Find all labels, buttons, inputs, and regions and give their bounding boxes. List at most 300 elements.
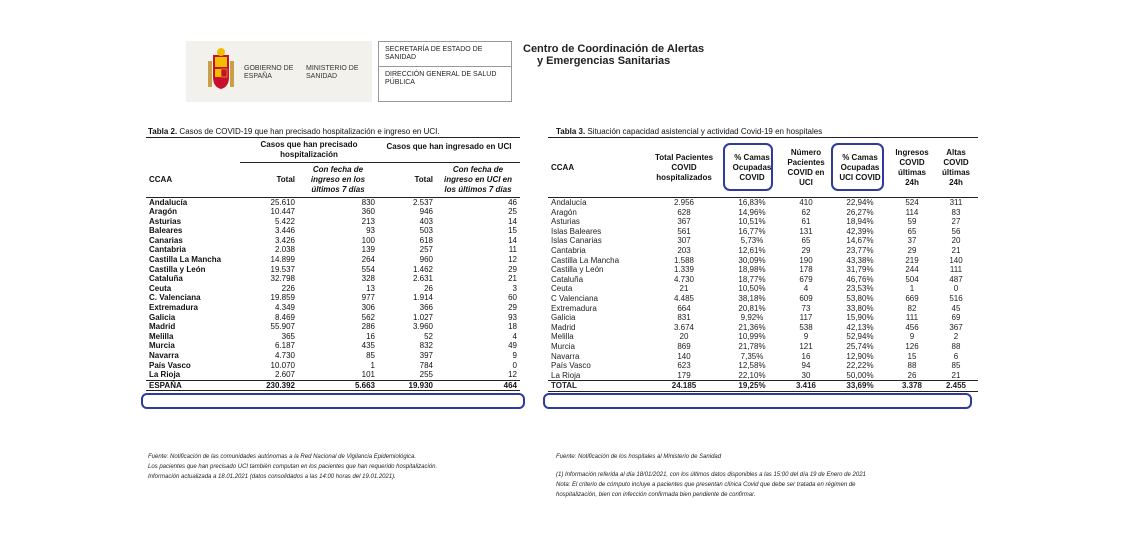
cell-value: 554 xyxy=(361,264,375,274)
cell-value: 14.899 xyxy=(270,255,295,265)
cell-value: 306 xyxy=(361,303,375,313)
table-row xyxy=(548,361,978,371)
cell-value: 22,22% xyxy=(846,361,874,371)
cell-value: 977 xyxy=(361,293,375,303)
row-label: Castilla La Mancha xyxy=(551,255,620,265)
cell-value: 203 xyxy=(677,245,691,255)
cell-value: 26 xyxy=(907,370,917,380)
cell-value: 14,67% xyxy=(846,236,874,246)
cell-value: 111 xyxy=(949,265,963,275)
cell-value: 2.956 xyxy=(673,198,695,207)
cell-value: 12 xyxy=(508,370,517,380)
cell-value: 16,83% xyxy=(738,198,766,207)
table-row xyxy=(548,208,978,218)
table2-col-ccaa: CCAA xyxy=(149,174,173,184)
cell-value: 10,50% xyxy=(738,284,766,294)
total-value: 19.930 xyxy=(378,380,436,391)
cell-value: 43,38% xyxy=(846,255,874,265)
table-row xyxy=(146,284,520,294)
cell-value: 257 xyxy=(419,245,433,255)
cell-value: 618 xyxy=(419,235,433,245)
cell-value: 131 xyxy=(799,226,813,236)
table3-col-ing: Ingresos COVID últimas 24h xyxy=(895,147,929,187)
row-label: Castilla y León xyxy=(149,264,206,274)
cell-value: 524 xyxy=(905,198,919,207)
table2-col-total1: Total xyxy=(276,174,295,184)
table2-col-7d-uci: Con fecha de ingreso en UCI en los últimos 7 días xyxy=(443,164,512,194)
cell-value: 31,79% xyxy=(846,265,874,275)
table-row xyxy=(146,207,520,217)
cell-value: 83 xyxy=(951,207,961,217)
cell-value: 29 xyxy=(907,245,917,255)
cell-value: 2.607 xyxy=(274,370,295,380)
table2-note-3: Información actualizada a 18.01.2021 (datos consolidados a las 14:00 horas del 19.01.2021). xyxy=(148,474,396,480)
gov-right-text: MINISTERIO DE SANIDAD xyxy=(306,65,359,80)
total-label: ESPAÑA xyxy=(146,380,240,391)
cell-value: 14,96% xyxy=(738,207,766,217)
table3-body xyxy=(548,198,978,392)
ministry-box xyxy=(378,41,512,102)
cell-value: 226 xyxy=(281,283,295,293)
cell-value: 2.631 xyxy=(412,274,433,284)
cell-value: 2.038 xyxy=(274,245,295,255)
cell-value: 0 xyxy=(953,284,959,294)
row-label: Murcia xyxy=(149,341,175,351)
row-label: La Rioja xyxy=(551,370,581,380)
cell-value: 9 xyxy=(512,351,517,360)
cell-value: 3.446 xyxy=(274,226,295,236)
cell-value: 139 xyxy=(361,245,375,255)
row-label: Canarias xyxy=(149,235,183,245)
row-label: Navarra xyxy=(149,351,179,360)
table-row xyxy=(548,275,978,285)
table-row xyxy=(548,217,978,227)
table3-col-altas: Altas COVID últimas 24h xyxy=(941,147,970,187)
total-value: 5.663 xyxy=(298,380,378,391)
table-row xyxy=(548,313,978,323)
table-row xyxy=(548,265,978,275)
cell-value: 101 xyxy=(361,370,375,380)
cell-value: 19.537 xyxy=(270,264,295,274)
cell-value: 397 xyxy=(419,351,433,360)
cell-value: 88 xyxy=(907,361,917,371)
row-label: Galicia xyxy=(551,313,576,323)
row-label: Ceuta xyxy=(551,284,573,294)
table3-col-num: Número Pacientes COVID en UCI xyxy=(787,147,825,187)
cell-value: 93 xyxy=(508,312,517,322)
cell-value: 366 xyxy=(419,303,433,313)
table3-note-2: Nota: El criterio de cómputo incluye a pacientes que presentan clínica Covid que debe ser tratada en régimen de xyxy=(556,482,856,488)
cell-value: 367 xyxy=(677,217,691,227)
table3-note-3: hospitalización, bien con infección confirmada bien pendiente de confirmar. xyxy=(556,492,756,498)
total-row xyxy=(146,380,520,391)
cell-value: 32.798 xyxy=(270,274,295,284)
cell-value: 255 xyxy=(419,370,433,380)
row-label: Islas Canarias xyxy=(551,236,602,246)
cell-value: 37 xyxy=(907,236,917,246)
secretaria-text: SECRETARÍA DE ESTADO DE SANIDAD xyxy=(385,46,483,61)
cell-value: 4 xyxy=(512,331,517,341)
cell-value: 609 xyxy=(799,293,813,303)
table-row xyxy=(548,332,978,342)
cell-value: 12,90% xyxy=(846,351,874,361)
total-value: 3.416 xyxy=(782,381,830,392)
table-row xyxy=(548,294,978,304)
cell-value: 178 xyxy=(799,265,813,275)
cell-value: 111 xyxy=(905,313,919,323)
cell-value: 456 xyxy=(905,322,919,332)
table3-note-1: (1) Información referida al día 18/01/2021, con los últimos datos disponibles a las 15:00 del día 19 de Enero de 2021 xyxy=(556,472,866,478)
cell-value: 664 xyxy=(677,303,691,313)
cell-value: 487 xyxy=(949,274,963,284)
cell-value: 830 xyxy=(361,197,375,207)
cell-value: 16 xyxy=(366,331,375,341)
table-row xyxy=(146,255,520,265)
cell-value: 49 xyxy=(508,341,517,351)
cell-value: 5.422 xyxy=(274,216,295,226)
row-label: Cantabria xyxy=(149,245,186,255)
cell-value: 410 xyxy=(799,198,813,207)
cell-value: 4.730 xyxy=(274,351,295,360)
cell-value: 7,35% xyxy=(740,351,764,361)
cell-value: 22,10% xyxy=(738,370,766,380)
row-label: C. Valenciana xyxy=(149,293,201,303)
table2-title-bold: Tabla 2. xyxy=(148,127,178,136)
table3-col-pct: % Camas Ocupadas COVID xyxy=(732,152,772,182)
table-row xyxy=(146,236,520,246)
cell-value: 8.469 xyxy=(274,312,295,322)
cell-value: 25.610 xyxy=(270,197,295,207)
row-label: La Rioja xyxy=(149,370,181,380)
cell-value: 1.914 xyxy=(412,293,433,303)
table-row xyxy=(548,342,978,352)
cell-value: 10.447 xyxy=(270,207,295,217)
cell-value: 21,36% xyxy=(738,322,766,332)
table3-navarra-highlight xyxy=(543,393,972,409)
cell-value: 59 xyxy=(907,217,917,227)
cell-value: 16,77% xyxy=(738,226,766,236)
cell-value: 9 xyxy=(909,332,915,342)
table-row xyxy=(548,236,978,246)
cell-value: 30,09% xyxy=(738,255,766,265)
row-label: País Vasco xyxy=(149,360,191,370)
center-title-line2: y Emergencias Sanitarias xyxy=(537,55,671,67)
cell-value: 15,90% xyxy=(846,313,874,323)
cell-value: 219 xyxy=(905,255,919,265)
cell-value: 5,73% xyxy=(740,236,764,246)
table2-col-7d-hosp: Con fecha de ingreso en los últimos 7 días xyxy=(310,164,366,194)
cell-value: 1.027 xyxy=(412,312,433,322)
table-row xyxy=(146,370,520,380)
cell-value: 20 xyxy=(679,332,689,342)
table2-title xyxy=(148,127,440,136)
cell-value: 831 xyxy=(677,313,691,323)
cell-value: 832 xyxy=(419,341,433,351)
cell-value: 38,18% xyxy=(738,293,766,303)
table-row xyxy=(548,198,978,208)
cell-value: 20 xyxy=(951,236,961,246)
cell-value: 6.187 xyxy=(274,341,295,351)
row-label: Madrid xyxy=(149,322,176,332)
center-title-line1: Centro de Coordinación de Alertas xyxy=(523,43,705,55)
cell-value: 26,27% xyxy=(846,207,874,217)
cell-value: 42,39% xyxy=(846,226,874,236)
cell-value: 65 xyxy=(801,236,811,246)
cell-value: 679 xyxy=(799,274,813,284)
table2-notes xyxy=(148,452,437,482)
row-label: Castilla La Mancha xyxy=(149,255,222,265)
table-row xyxy=(146,322,520,332)
cell-value: 46 xyxy=(508,197,517,207)
row-label: Ceuta xyxy=(149,283,172,293)
cell-value: 20,81% xyxy=(738,303,766,313)
row-label: Galicia xyxy=(149,312,176,322)
row-label: Cantabria xyxy=(551,245,586,255)
total-label: TOTAL xyxy=(548,381,646,392)
table-row xyxy=(548,246,978,256)
table-row xyxy=(146,265,520,275)
total-value: 230.392 xyxy=(240,380,298,391)
cell-value: 52,94% xyxy=(846,332,874,342)
cell-value: 62 xyxy=(801,207,811,217)
cell-value: 516 xyxy=(949,293,963,303)
cell-value: 18,98% xyxy=(738,265,766,275)
table2-note-1: Fuente: Notificación de las comunidades autónomas a la Red Nacional de Vigilancia Epidemiológica. xyxy=(148,454,417,460)
table3-source: Fuente: Notificación de los hospitales al Ministerio de Sanidad xyxy=(556,454,722,460)
cell-value: 1 xyxy=(370,360,375,370)
table-row xyxy=(146,303,520,313)
cell-value: 365 xyxy=(281,331,295,341)
cell-value: 15 xyxy=(508,226,517,236)
cell-value: 114 xyxy=(905,207,919,217)
cell-value: 33,80% xyxy=(846,303,874,313)
cell-value: 190 xyxy=(799,255,813,265)
cell-value: 85 xyxy=(366,351,375,360)
cell-value: 9,92% xyxy=(740,313,764,323)
cell-value: 21 xyxy=(951,245,961,255)
table2-body xyxy=(146,197,520,391)
cell-value: 286 xyxy=(361,322,375,332)
cell-value: 52 xyxy=(424,331,433,341)
cell-value: 26 xyxy=(424,283,433,293)
cell-value: 14 xyxy=(508,216,517,226)
cell-value: 669 xyxy=(905,293,919,303)
table3-title-rest: Situación capacidad asistencial y actividad Covid-19 en hospitales xyxy=(585,127,823,136)
cell-value: 121 xyxy=(799,341,813,351)
table-row xyxy=(146,332,520,342)
cell-value: 29 xyxy=(508,264,517,274)
cell-value: 88 xyxy=(951,341,961,351)
cell-value: 16 xyxy=(801,351,811,361)
row-label: Asturias xyxy=(149,216,182,226)
cell-value: 140 xyxy=(677,351,691,361)
table-row xyxy=(146,197,520,207)
cell-value: 4.349 xyxy=(274,303,295,313)
table3-pct-col-highlight xyxy=(723,143,773,191)
cell-value: 6 xyxy=(953,351,959,361)
cell-value: 60 xyxy=(508,293,517,303)
cell-value: 504 xyxy=(905,274,919,284)
total-value: 2.455 xyxy=(934,381,978,392)
table2-navarra-highlight xyxy=(141,393,525,409)
cell-value: 45 xyxy=(951,303,961,313)
cell-value: 403 xyxy=(419,216,433,226)
cell-value: 2 xyxy=(953,332,959,342)
table-row xyxy=(146,313,520,323)
table-row xyxy=(146,245,520,255)
row-label: Melilla xyxy=(149,331,174,341)
cell-value: 15 xyxy=(907,351,917,361)
cell-value: 367 xyxy=(949,322,963,332)
cell-value: 100 xyxy=(361,235,375,245)
row-label: Extremadura xyxy=(149,303,198,313)
row-label: Castilla y León xyxy=(551,265,604,275)
cell-value: 21,78% xyxy=(738,341,766,351)
cell-value: 18,77% xyxy=(738,274,766,284)
row-label: Andalucía xyxy=(149,197,188,207)
cell-value: 50,00% xyxy=(846,370,874,380)
row-label: Cataluña xyxy=(551,274,584,284)
total-value: 3.378 xyxy=(890,381,934,392)
table3-col-pctuci: % Camas Ocupadas UCI COVID xyxy=(839,152,881,182)
direccion-text: DIRECCIÓN GENERAL DE SALUD PÚBLICA xyxy=(379,66,511,91)
cell-value: 1.339 xyxy=(673,265,695,275)
cell-value: 61 xyxy=(801,217,811,227)
row-label: Extremadura xyxy=(551,303,597,313)
row-label: C Valenciana xyxy=(551,293,598,303)
row-label: Aragón xyxy=(149,207,177,217)
cell-value: 3.426 xyxy=(274,235,295,245)
cell-value: 307 xyxy=(677,236,691,246)
cell-value: 179 xyxy=(677,370,691,380)
cell-value: 1.588 xyxy=(673,255,695,265)
row-label: Cataluña xyxy=(149,274,183,284)
table3-notes xyxy=(556,470,866,500)
row-label: Melilla xyxy=(551,332,574,342)
row-label: País Vasco xyxy=(551,361,591,371)
table2-group-hosp: Casos que han precisado hospitalización xyxy=(240,138,378,163)
cell-value: 55.907 xyxy=(270,322,295,332)
gov-left-text: GOBIERNO DE ESPAÑA xyxy=(244,65,294,80)
cell-value: 82 xyxy=(907,303,917,313)
cell-value: 22,94% xyxy=(846,198,874,207)
cell-value: 94 xyxy=(801,361,811,371)
cell-value: 1.462 xyxy=(412,264,433,274)
cell-value: 53,80% xyxy=(846,293,874,303)
cell-value: 46,76% xyxy=(846,274,874,284)
cell-value: 9 xyxy=(803,332,809,342)
cell-value: 628 xyxy=(677,207,691,217)
cell-value: 21 xyxy=(508,274,517,284)
cell-value: 23,77% xyxy=(846,245,874,255)
cell-value: 12,58% xyxy=(738,361,766,371)
cell-value: 213 xyxy=(361,216,375,226)
row-label: Navarra xyxy=(551,351,580,361)
cell-value: 19.859 xyxy=(270,293,295,303)
cell-value: 4 xyxy=(803,284,809,294)
cell-value: 12,61% xyxy=(738,245,766,255)
cell-value: 56 xyxy=(951,226,961,236)
cell-value: 18 xyxy=(508,322,517,332)
cell-value: 328 xyxy=(361,274,375,284)
cell-value: 784 xyxy=(419,360,433,370)
cell-value: 435 xyxy=(361,341,375,351)
table-row xyxy=(146,341,520,351)
cell-value: 0 xyxy=(512,360,517,370)
coat-of-arms-icon xyxy=(204,47,238,95)
cell-value: 13 xyxy=(366,283,375,293)
cell-value: 93 xyxy=(366,226,375,236)
table2-group-uci: Casos que han ingresado en UCI xyxy=(378,138,520,163)
cell-value: 25 xyxy=(508,207,517,217)
table-row xyxy=(548,304,978,314)
table2-col-total2: Total xyxy=(414,174,433,184)
table-row xyxy=(548,352,978,362)
cell-value: 360 xyxy=(361,207,375,217)
table-row xyxy=(146,361,520,371)
table-row xyxy=(146,293,520,303)
table2-title-rest: Casos de COVID-19 que han precisado hospitalización e ingreso en UCI. xyxy=(177,127,440,136)
cell-value: 1 xyxy=(909,284,915,294)
cell-value: 25,74% xyxy=(846,341,874,351)
cell-value: 264 xyxy=(361,255,375,265)
cell-value: 85 xyxy=(951,361,961,371)
table-row xyxy=(146,351,520,361)
cell-value: 3.674 xyxy=(673,322,695,332)
cell-value: 3.960 xyxy=(412,322,433,332)
cell-value: 503 xyxy=(419,226,433,236)
cell-value: 29 xyxy=(508,303,517,313)
cell-value: 73 xyxy=(801,303,811,313)
cell-value: 4.485 xyxy=(673,293,695,303)
center-title xyxy=(523,43,704,67)
cell-value: 126 xyxy=(905,341,919,351)
cell-value: 12 xyxy=(508,255,517,265)
cell-value: 69 xyxy=(951,313,961,323)
cell-value: 561 xyxy=(677,226,691,236)
table-row xyxy=(548,284,978,294)
cell-value: 3 xyxy=(512,283,517,293)
cell-value: 140 xyxy=(949,255,963,265)
cell-value: 311 xyxy=(949,198,963,207)
cell-value: 65 xyxy=(907,226,917,236)
table3-title xyxy=(556,127,822,136)
cell-value: 10,99% xyxy=(738,332,766,342)
row-label: Madrid xyxy=(551,322,576,332)
cell-value: 18,94% xyxy=(846,217,874,227)
table-row xyxy=(548,323,978,333)
total-value: 24.185 xyxy=(646,381,722,392)
cell-value: 21 xyxy=(679,284,689,294)
cell-value: 562 xyxy=(361,312,375,322)
row-label: Asturias xyxy=(551,217,580,227)
cell-value: 14 xyxy=(508,235,517,245)
table2 xyxy=(146,137,520,391)
table3-title-bold: Tabla 3. xyxy=(556,127,586,136)
table-row xyxy=(146,217,520,227)
row-label: Aragón xyxy=(551,207,577,217)
row-label: Baleares xyxy=(149,226,183,236)
table-row xyxy=(146,274,520,284)
government-logo xyxy=(186,41,372,102)
table3-col-pac: Total Pacientes COVID hospitalizados xyxy=(654,152,714,182)
cell-value: 117 xyxy=(799,313,813,323)
cell-value: 623 xyxy=(677,361,691,371)
row-label: Islas Baleares xyxy=(551,226,602,236)
cell-value: 2.537 xyxy=(412,197,433,207)
cell-value: 960 xyxy=(419,255,433,265)
cell-value: 4.730 xyxy=(673,274,695,284)
